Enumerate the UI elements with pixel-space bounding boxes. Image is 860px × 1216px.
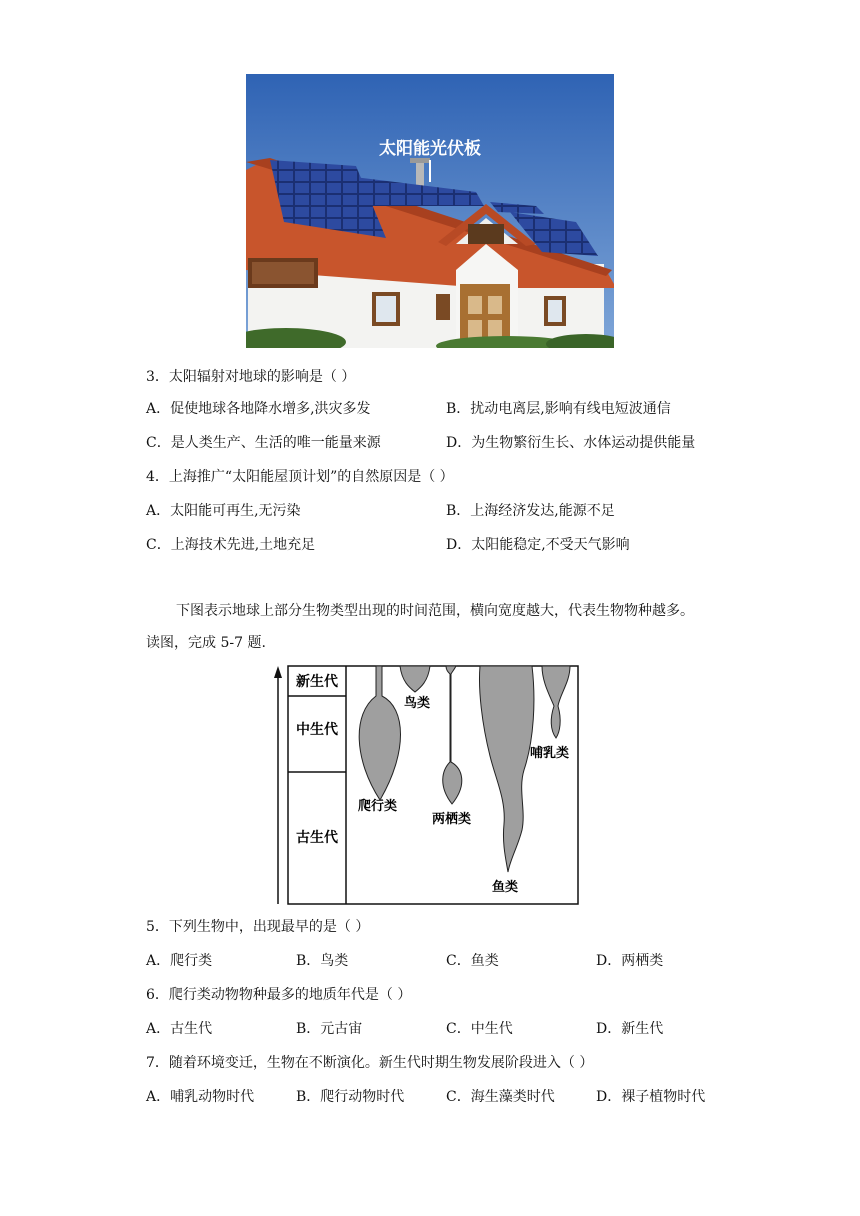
era-label-mesozoic: 中生代 xyxy=(296,722,338,738)
q7-option-b[interactable]: B．爬行动物时代 xyxy=(296,1089,405,1105)
label-fish: 鱼类 xyxy=(492,880,519,895)
q7-stem: 7．随着环境变迁，生物在不断演化。新生代时期生物发展阶段进入（ ） xyxy=(146,1055,594,1071)
q5-option-d[interactable]: D．两栖类 xyxy=(596,953,664,969)
label-mammal: 哺乳类 xyxy=(530,746,570,761)
q7-option-d[interactable]: D．裸子植物时代 xyxy=(596,1089,706,1105)
q4-stem: 4．上海推广“太阳能屋顶计划”的自然原因是（ ） xyxy=(146,469,454,485)
q7-option-c[interactable]: C．海生藻类时代 xyxy=(446,1089,555,1105)
q5-option-a[interactable]: A．爬行类 xyxy=(146,953,213,969)
mammal-shape xyxy=(542,666,570,738)
era-label-paleozoic: 古生代 xyxy=(296,830,338,846)
label-amphibian: 两栖类 xyxy=(432,812,472,827)
evolution-diagram xyxy=(270,660,582,910)
q4-option-c[interactable]: C．上海技术先进,土地充足 xyxy=(146,537,316,553)
q6-option-b[interactable]: B．元古宙 xyxy=(296,1021,363,1037)
label-reptile: 爬行类 xyxy=(358,799,398,814)
q4-option-b[interactable]: B．上海经济发达,能源不足 xyxy=(446,503,615,519)
q3-stem: 3．太阳辐射对地球的影响是（ ） xyxy=(146,369,356,385)
solar-house-photo xyxy=(246,74,614,348)
q5-stem: 5．下列生物中，出现最早的是（ ） xyxy=(146,919,370,935)
time-arrow-head xyxy=(274,666,282,678)
q3-option-d[interactable]: D．为生物繁衍生长、水体运动提供能量 xyxy=(446,435,696,451)
caption-pointer xyxy=(429,160,431,182)
intro-line-1: 下图表示地球上部分生物类型出现的时间范围，横向宽度越大，代表生物物种越多。 xyxy=(176,603,694,619)
q5-option-c[interactable]: C．鱼类 xyxy=(446,953,499,969)
q6-stem: 6．爬行类动物物种最多的地质年代是（ ） xyxy=(146,987,412,1003)
photo-caption: 太阳能光伏板 xyxy=(379,139,481,159)
fish-shape xyxy=(479,666,533,872)
q3-option-b[interactable]: B．扰动电离层,影响有线电短波通信 xyxy=(446,401,671,417)
reptile-shape xyxy=(359,666,400,800)
q6-option-d[interactable]: D．新生代 xyxy=(596,1021,664,1037)
q6-option-c[interactable]: C．中生代 xyxy=(446,1021,513,1037)
bird-shape xyxy=(400,666,430,692)
q4-option-d[interactable]: D．太阳能稳定,不受天气影响 xyxy=(446,537,630,553)
q7-option-a[interactable]: A．哺乳动物时代 xyxy=(146,1089,255,1105)
diagram-frame xyxy=(288,666,578,904)
q5-option-b[interactable]: B．鸟类 xyxy=(296,953,349,969)
q3-option-a[interactable]: A．促使地球各地降水增多,洪灾多发 xyxy=(146,401,371,417)
q4-option-a[interactable]: A．太阳能可再生,无污染 xyxy=(146,503,301,519)
q3-option-c[interactable]: C．是人类生产、生活的唯一能量来源 xyxy=(146,435,381,451)
q6-option-a[interactable]: A．古生代 xyxy=(146,1021,213,1037)
amphibian-shape xyxy=(443,666,462,804)
solar-house-illustration xyxy=(246,74,614,348)
intro-line-2: 读图，完成 5-7 题. xyxy=(146,635,266,651)
label-bird: 鸟类 xyxy=(404,696,431,711)
era-label-cenozoic: 新生代 xyxy=(296,674,338,690)
